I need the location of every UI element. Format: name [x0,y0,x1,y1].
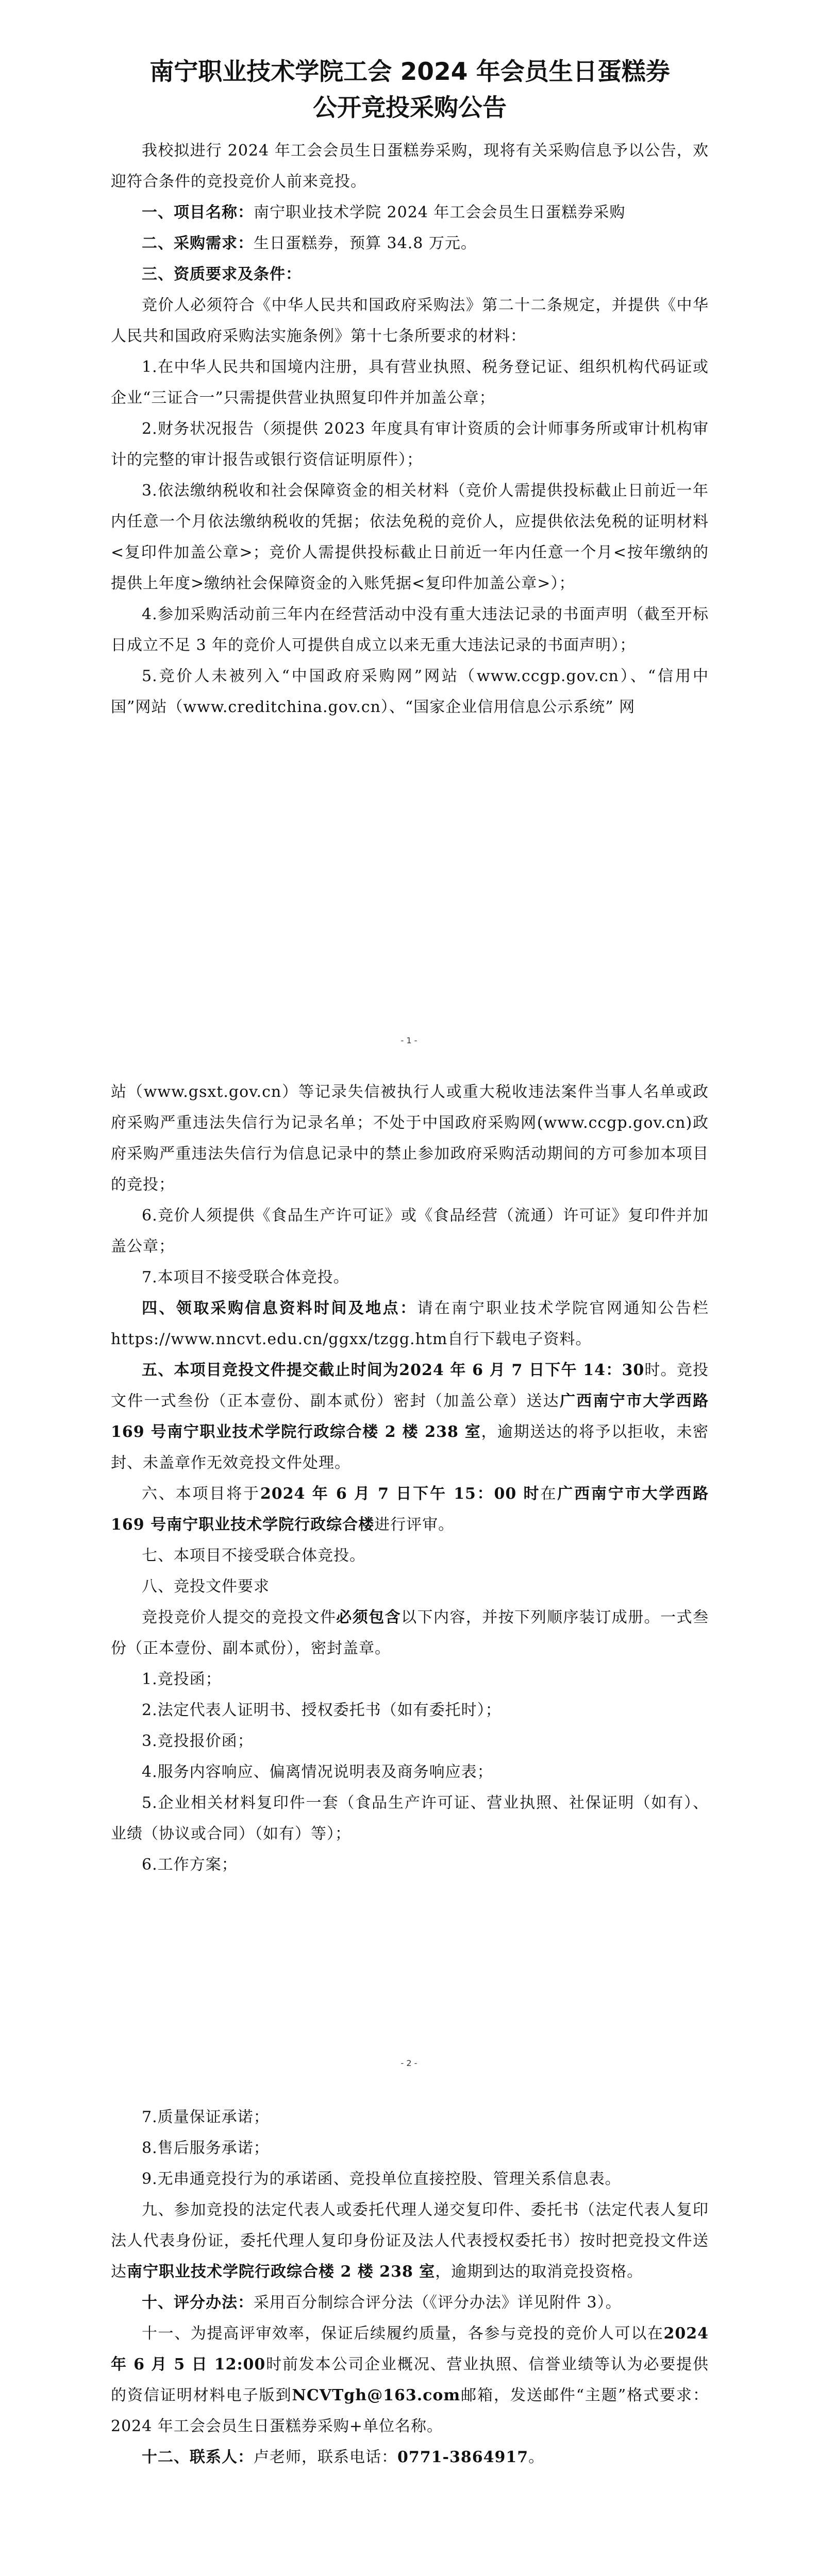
intro-paragraph: 我校拟进行 2024 年工会会员生日蛋糕券采购，现将有关采购信息予以公告，欢迎符合条件的竞投竞价人前来竞投。 [111,142,709,191]
document-item-1: 1.竞投函； [142,1670,222,1688]
section-9-tail: ，逾期到达的取消竞投资格。 [435,2263,643,2281]
section-5-heading: 五、本项目竞投文件提交截止时间为 [142,1361,399,1379]
document-title [111,54,709,126]
section-3-heading: 三、资质要求及条件： [142,265,302,283]
section-9-text: 九、参加竞投的法定代表人或委托代理人递交复印件、委托书（法定代表人复印法人代表身份证，委托代理人复印身份证及法人代表授权委托书）按时把竞投文件送达 [111,2201,709,2281]
document-item-9: 9.无串通竞投行为的承诺函、竞投单位直接控股、管理关系信息表。 [142,2170,621,2188]
section-4 [111,1293,709,1355]
document-item-6: 6.工作方案； [142,1856,238,1874]
document-item-2: 2.法定代表人证明书、授权委托书（如有委托时）； [142,1701,502,1719]
section-10-text: 采用百分制综合评分法（《评分办法》详见附件 3）。 [254,2294,622,2312]
section-12-end: 。 [528,2448,545,2466]
section-9-place: 南宁职业技术学院行政综合楼 2 楼 238 室 [127,2263,436,2281]
section-11-text-a: 十一、为提高评审效率，保证后续履约质量，各参与竞投的竞价人可以在 [142,2325,664,2343]
section-6-place: 广西南宁市大学西路 169 号南宁职业技术学院行政综合楼 [111,1485,709,1534]
section-12 [111,2442,709,2473]
page-2 [0,1061,818,2087]
page-number-2: - 2 - [400,2058,418,2068]
requirement-item-4: 4.参加采购活动前三年内在经营活动中没有重大违法记录的书面声明（截至开标日成立不足 3 年的竞价人可提供自成立以来无重大违法记录的书面声明）； [111,605,709,654]
section-8-intro-b: 以下内容，并按下列顺序装订成册。一式叁份（正本壹份、副本贰份），密封盖章。 [111,1608,709,1657]
requirement-item-1: 1.在中华人民共和国境内注册，具有营业执照、税务登记证、组织机构代码证或企业“三证合一”只需提供营业执照复印件并加盖公章； [111,358,709,407]
page-3 [0,2087,818,2576]
requirement-item-2: 2.财务状况报告（须提供 2023 年度具有审计资质的会计师事务所或审计机构审计的完整的审计报告或银行资信证明原件）； [111,420,709,469]
document-item-5: 5.企业相关材料复印件一套（食品生产许可证、营业执照、社保证明（如有）、业绩（协议或合同）（如有）等）； [111,1794,709,1843]
section-1 [111,197,709,228]
document-item-8: 8.售后服务承诺； [142,2139,270,2157]
page-1-content [111,54,709,723]
requirement-item-5-part-1: 5.竞价人未被列入“中国政府采购网”网站（www.ccgp.gov.cn）、“信用中国”网站（www.creditchina.gov.cn）、“国家企业信用信息公示系统” 网 [111,667,709,716]
section-5-deadline: 2024 年 6 月 7 日下午 14：30 [399,1361,645,1379]
section-11 [111,2318,709,2442]
section-7: 七、本项目不接受联合体竞投。 [142,1547,365,1565]
page-1 [0,0,818,1061]
section-5-text: 时。竞投文件一式叁份（正本壹份、副本贰份）密封（加盖公章）送达 [111,1361,709,1410]
section-11-text-b: 时前发本公司企业概况、营业执照、信誉业绩等认为必要提供的资信证明材料电子版到 [111,2355,709,2404]
section-12-text: 卢老师，联系电话： [254,2448,397,2466]
section-4-heading: 四、领取采购信息资料时间及地点： [142,1299,418,1317]
page-2-content [111,1077,709,1880]
requirement-item-6: 6.竞价人须提供《食品生产许可证》或《食品经营（流通）许可证》复印件并加盖公章； [111,1207,709,1256]
section-10 [111,2287,709,2318]
section-8-intro-bold: 必须包含 [336,1608,402,1626]
section-6-mid: 在 [540,1485,558,1503]
page-number-1: - 1 - [400,1036,418,1045]
section-8-intro-a: 竞投竞价人提交的竞投文件 [142,1608,337,1626]
requirement-item-3: 3.依法缴纳税收和社会保障资金的相关材料（竞价人需提供投标截止日前近一年内任意一个月依法缴纳税收的凭据；依法免税的竞价人，应提供依法免税的证明材料<复印件加盖公章>；竞价人需提供投标截止日前近一年内任意一个月<按年缴纳的提供上年度>缴纳社会保障资金的入账凭据<复印件加盖公章>）； [111,482,709,592]
document-item-7: 7.质量保证承诺； [142,2108,270,2126]
section-8-intro [111,1602,709,1664]
section-2-heading: 二、采购需求： [142,234,254,252]
section-5-tail: ，逾期送达的将予以拒收，未密封、未盖章作无效竞投文件处理。 [111,1423,709,1472]
section-10-heading: 十、评分办法： [142,2294,254,2312]
section-12-heading: 十二、联系人： [142,2448,254,2466]
section-5 [111,1355,709,1479]
section-1-text: 南宁职业技术学院 2024 年工会会员生日蛋糕券采购 [254,204,626,222]
section-9 [111,2195,709,2287]
section-4-text: 请在南宁职业技术学院官网通知公告栏https://www.nncvt.edu.cn/ggxx/tzgg.htm自行下载电子资料。 [111,1299,709,1348]
contact-phone: 0771-3864917 [397,2448,529,2466]
document-item-3: 3.竞投报价函； [142,1732,254,1750]
section-3-intro: 竞价人必须符合《中华人民共和国政府采购法》第二十二条规定，并提供《中华人民共和国政府采购法实施条例》第十七条所要求的材料： [111,296,709,345]
section-6-heading: 六、本项目将于 [142,1485,260,1503]
section-11-time: 2024 年 6 月 5 日 12:00 [111,2325,709,2374]
section-2-text: 生日蛋糕券，预算 34.8 万元。 [254,234,477,252]
section-6 [111,1479,709,1540]
section-8-heading: 八、竞投文件要求 [142,1578,270,1596]
section-1-heading: 一、项目名称： [142,204,254,222]
title-line-2: 公开竞投采购公告 [313,94,507,122]
section-11-text-c: 邮箱，发送邮件“主题”格式要求：2024 年工会会员生日蛋糕券采购+单位名称。 [111,2386,709,2435]
section-6-tail: 进行评审。 [374,1516,455,1534]
requirement-item-7: 7.本项目不接受联合体竞投。 [142,1268,349,1286]
document-item-4: 4.服务内容响应、偏离情况说明表及商务响应表； [142,1763,493,1781]
page-3-content [111,2102,709,2473]
requirement-item-5-part-2: 站（www.gsxt.gov.cn）等记录失信被执行人或重大税收违法案件当事人名单或政府采购严重违法失信行为记录名单；不处于中国政府采购网(www.ccgp.gov.cn)政府采购严重违法失信行为信息记录中的禁止参加政府采购活动期间的方可参加本项目的竞投； [111,1083,709,1194]
section-6-time: 2024 年 6 月 7 日下午 15：00 时 [260,1485,541,1503]
title-line-1: 南宁职业技术学院工会 2024 年会员生日蛋糕券 [149,58,670,86]
contact-email: NCVTgh@163.com [292,2386,461,2404]
section-2 [111,228,709,259]
section-5-place: 广西南宁市大学西路 169 号南宁职业技术学院行政综合楼 2 楼 238 室 [111,1392,709,1441]
